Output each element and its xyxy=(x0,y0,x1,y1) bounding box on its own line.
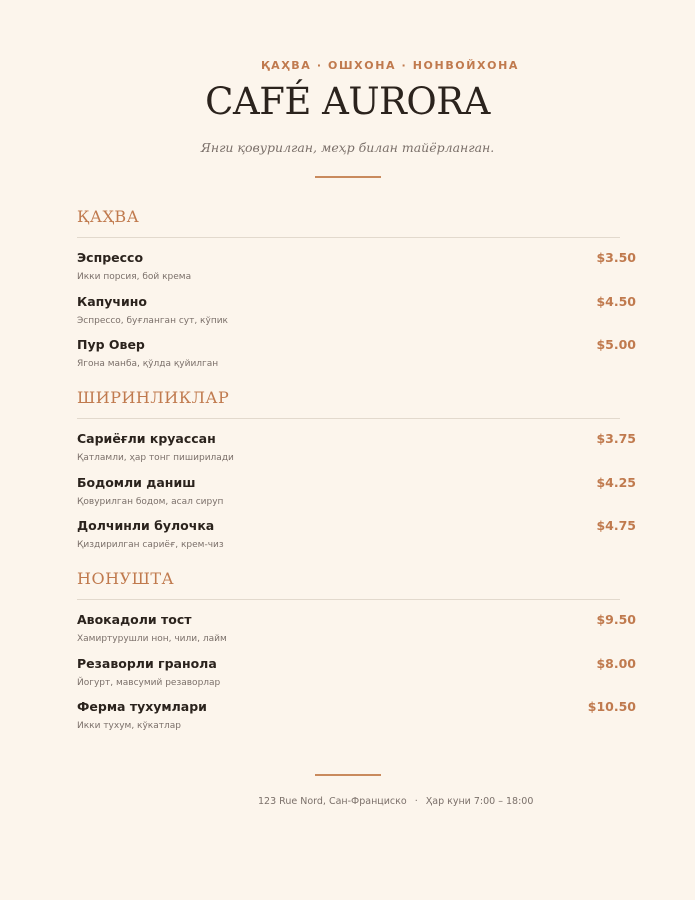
section-title: ҚАҲВА xyxy=(77,207,140,226)
item-description: Хамиртурушли нон, чили, лайм xyxy=(77,634,227,644)
item-name: Долчинли булочка xyxy=(77,518,215,534)
section-divider xyxy=(77,599,620,600)
footer-separator: · xyxy=(414,796,418,807)
item-name: Эспрессо xyxy=(77,250,144,265)
item-name: Бодомли даниш xyxy=(77,474,196,490)
menu-item xyxy=(77,431,636,475)
item-name: Пур Овер xyxy=(77,337,145,353)
menu-item xyxy=(77,250,636,294)
section-divider xyxy=(77,237,620,238)
item-description: Йогурт, мавсумий резаворлар xyxy=(77,677,221,688)
header-divider xyxy=(315,176,381,178)
item-name: Ферма тухумлари xyxy=(77,699,207,715)
item-description: Эспрессо, буғланган сут, кўпик xyxy=(77,315,228,326)
item-description: Ягона манба, қўлда қуйилган xyxy=(77,359,219,370)
item-description: Қатламли, ҳар тонг пиширилади xyxy=(77,453,234,463)
menu-item xyxy=(77,655,636,700)
item-price: $3.75 xyxy=(596,431,636,446)
item-description: Икки тухум, кўкатлар xyxy=(77,721,181,732)
address: 123 Rue Nord, Сан-Франциско xyxy=(258,796,407,807)
menu-item xyxy=(77,518,636,562)
footer-info xyxy=(258,796,558,807)
section-title: ШИРИНЛИКЛАР xyxy=(77,388,230,407)
item-price: $4.75 xyxy=(596,518,636,534)
item-name: Резаворли гранола xyxy=(77,655,217,671)
menu-item xyxy=(77,337,636,381)
item-price: $3.50 xyxy=(596,250,636,265)
item-list xyxy=(77,612,636,743)
item-price: $10.50 xyxy=(587,699,636,715)
menu-item xyxy=(77,474,636,519)
item-description: Икки порсия, бой крема xyxy=(77,272,192,282)
item-name: Авокадоли тост xyxy=(77,612,192,627)
item-description: Қиздирилган сариёғ, крем-чиз xyxy=(77,540,224,551)
item-list xyxy=(77,250,636,381)
section-divider xyxy=(77,418,620,419)
subtitle: Янги қовурилган, меҳр билан тайёрланган. xyxy=(200,140,495,155)
tagline: ҚАҲВА · ОШХОНА · НОНВОЙХОНА xyxy=(260,59,520,72)
item-list xyxy=(77,431,636,562)
item-price: $9.50 xyxy=(596,612,636,627)
item-price: $8.00 xyxy=(596,655,636,671)
item-name: Сариёғли круассан xyxy=(77,431,216,446)
section-coffee xyxy=(77,206,636,381)
cafe-title: CAFÉ AURORA xyxy=(205,80,490,123)
opening-hours: Ҳар куни 7:00 – 18:00 xyxy=(425,796,534,807)
item-description: Қовурилган бодом, асал сируп xyxy=(77,496,224,507)
section-breakfast xyxy=(77,568,636,743)
item-price: $4.25 xyxy=(596,474,636,490)
menu-item xyxy=(77,612,636,656)
section-pastries xyxy=(77,387,636,562)
menu-item xyxy=(77,293,636,338)
menu-item xyxy=(77,699,636,743)
item-name: Капучино xyxy=(77,293,148,309)
item-price: $4.50 xyxy=(596,293,636,309)
item-price: $5.00 xyxy=(596,337,636,353)
footer-divider xyxy=(315,774,381,776)
section-title: НОНУШТА xyxy=(77,569,175,588)
